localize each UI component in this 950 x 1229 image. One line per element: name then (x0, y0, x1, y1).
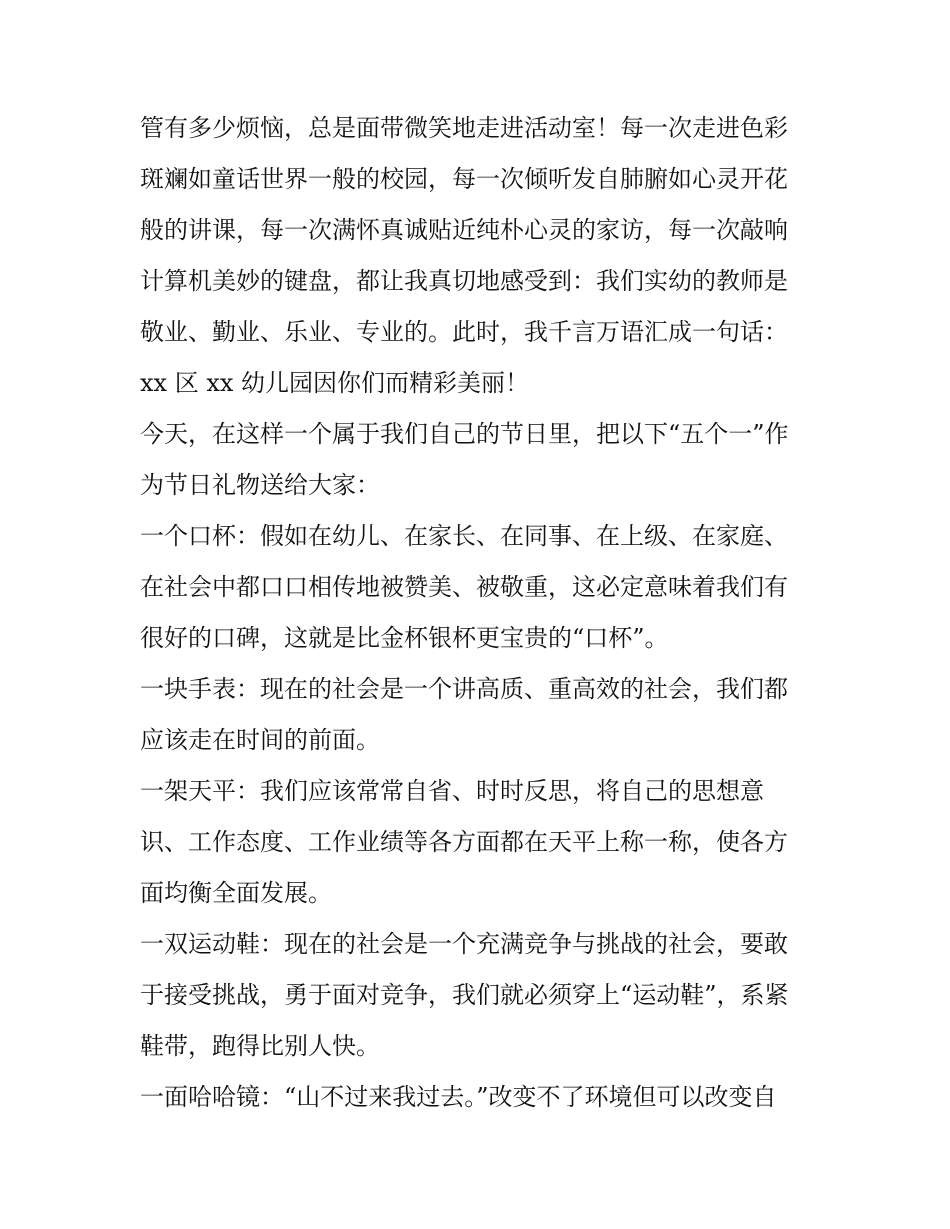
text-line: 今天，在这样一个属于我们自己的节日里，把以下“五个一”作 (140, 420, 789, 448)
text-line: 面均衡全面发展。 (140, 879, 332, 907)
text-line: 一面哈哈镜：“山不过来我过去。”改变不了环境但可以改变自 (140, 1083, 777, 1111)
text-line: 管有多少烦恼，总是面带微笑地走进活动室！每一次走进色彩 (140, 114, 788, 142)
text-line: 敬业、勤业、乐业、专业的。此时，我千言万语汇成一句话： (140, 318, 788, 346)
text-line: 应该走在时间的前面。 (140, 726, 380, 754)
document-body (140, 103, 820, 1123)
text-line: 在社会中都口口相传地被赞美、被敬重，这必定意味着我们有 (140, 573, 788, 601)
text-line: 般的讲课，每一次满怀真诚贴近纯朴心灵的家访，每一次敲响 (140, 216, 788, 244)
text-line: 很好的口碑，这就是比金杯银杯更宝贵的“口杯”。 (140, 624, 669, 652)
text-line: 为节日礼物送给大家： (140, 471, 380, 499)
text-line: 识、工作态度、工作业绩等各方面都在天平上称一称，使各方 (140, 828, 788, 856)
text-line: 一个口杯：假如在幼儿、在家长、在同事、在上级、在家庭、 (140, 522, 788, 550)
text-line: 计算机美妙的键盘，都让我真切地感受到：我们实幼的教师是 (140, 267, 788, 295)
text-line: 一双运动鞋：现在的社会是一个充满竞争与挑战的社会，要敢 (140, 930, 788, 958)
text-line: xx 区 xx 幼儿园因你们而精彩美丽！ (140, 369, 530, 397)
text-line: 鞋带，跑得比别人快。 (140, 1032, 380, 1060)
text-line: 于接受挑战，勇于面对竞争，我们就必须穿上“运动鞋”，系紧 (140, 981, 789, 1009)
text-line: 一架天平：我们应该常常自省、时时反思，将自己的思想意 (140, 777, 764, 805)
text-line: 一块手表：现在的社会是一个讲高质、重高效的社会，我们都 (140, 675, 788, 703)
text-line: 斑斓如童话世界一般的校园，每一次倾听发自肺腑如心灵开花 (140, 165, 788, 193)
